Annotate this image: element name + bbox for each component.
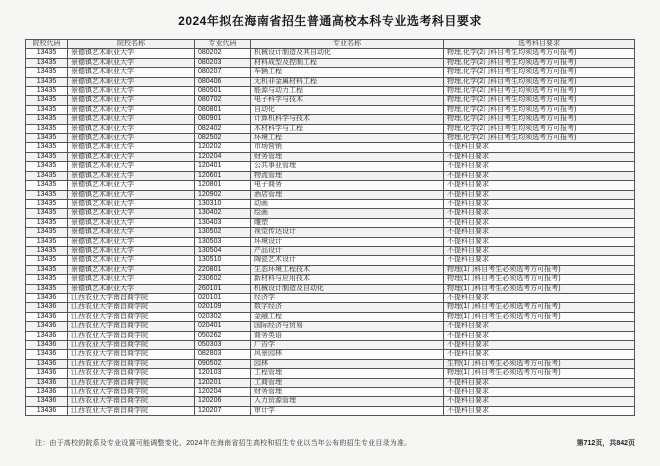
table-row [26, 369, 635, 378]
table-row [26, 350, 635, 359]
cell-college-name: 景德镇艺术职业大学 [68, 96, 195, 105]
cell-subject-requirement: 不提科目要求 [444, 209, 635, 218]
cell-subject-requirement: 不提科目要求 [444, 246, 635, 255]
cell-major-code: 082502 [195, 134, 251, 143]
cell-subject-requirement: 不提科目要求 [444, 162, 635, 171]
cell-major-name: 环境工程 [251, 134, 444, 143]
cell-college-code: 13435 [26, 256, 68, 265]
table-row [26, 162, 635, 171]
cell-college-code: 13436 [26, 303, 68, 312]
cell-major-name: 能源与动力工程 [251, 87, 444, 96]
cell-major-code: 120601 [195, 171, 251, 180]
cell-major-name: 市场营销 [251, 143, 444, 152]
cell-major-code: 120201 [195, 378, 251, 387]
cell-major-name: 雕塑 [251, 218, 444, 227]
cell-college-code: 13436 [26, 350, 68, 359]
cell-college-name: 江西农业大学南昌商学院 [68, 293, 195, 302]
cell-major-name: 陶瓷艺术设计 [251, 256, 444, 265]
cell-major-code: 130502 [195, 228, 251, 237]
cell-major-code: 130510 [195, 256, 251, 265]
table-row [26, 303, 635, 312]
table-row [26, 284, 635, 293]
cell-college-name: 景德镇艺术职业大学 [68, 209, 195, 218]
cell-subject-requirement: 不提科目要求 [444, 181, 635, 190]
cell-subject-requirement: 不提科目要求 [444, 322, 635, 331]
cell-major-code: 120801 [195, 181, 251, 190]
header-row [26, 40, 635, 49]
cell-college-code: 13435 [26, 115, 68, 124]
cell-subject-requirement: 物理(1门科目考生必须选考方可报考) [444, 265, 635, 274]
cell-major-name: 酒店管理 [251, 190, 444, 199]
cell-major-code: 080203 [195, 58, 251, 67]
cell-college-name: 江西农业大学南昌商学院 [68, 359, 195, 368]
cell-subject-requirement: 物理,化学(2门科目考生均须选考方可报考) [444, 87, 635, 96]
table-row [26, 406, 635, 415]
table-row [26, 275, 635, 284]
cell-college-code: 13435 [26, 77, 68, 86]
table-row [26, 246, 635, 255]
cell-college-code: 13436 [26, 293, 68, 302]
cell-subject-requirement: 物理,化学(2门科目考生均须选考方可报考) [444, 96, 635, 105]
cell-college-name: 景德镇艺术职业大学 [68, 275, 195, 284]
cell-college-name: 景德镇艺术职业大学 [68, 265, 195, 274]
cell-subject-requirement: 物理(1门科目考生必须选考方可报考) [444, 369, 635, 378]
cell-subject-requirement: 不提科目要求 [444, 199, 635, 208]
cell-subject-requirement: 不提科目要求 [444, 143, 635, 152]
column-header: 专业代码 [195, 40, 251, 49]
cell-college-name: 江西农业大学南昌商学院 [68, 322, 195, 331]
cell-college-code: 13435 [26, 134, 68, 143]
cell-major-name: 国际经济与贸易 [251, 322, 444, 331]
cell-major-code: 120204 [195, 388, 251, 397]
cell-major-name: 产品设计 [251, 246, 444, 255]
cell-major-code: 080406 [195, 77, 251, 86]
cell-college-name: 景德镇艺术职业大学 [68, 181, 195, 190]
cell-college-name: 江西农业大学南昌商学院 [68, 397, 195, 406]
cell-college-name: 江西农业大学南昌商学院 [68, 369, 195, 378]
table-row [26, 49, 635, 58]
cell-college-code: 13435 [26, 58, 68, 67]
cell-college-code: 13435 [26, 228, 68, 237]
cell-college-code: 13436 [26, 378, 68, 387]
cell-college-name: 景德镇艺术职业大学 [68, 237, 195, 246]
cell-major-code: 080207 [195, 68, 251, 77]
table-row [26, 199, 635, 208]
table-row [26, 77, 635, 86]
cell-major-code: 080202 [195, 49, 251, 58]
cell-subject-requirement: 物理,化学(2门科目考生均须选考方可报考) [444, 49, 635, 58]
cell-college-name: 江西农业大学南昌商学院 [68, 312, 195, 321]
cell-college-name: 景德镇艺术职业大学 [68, 218, 195, 227]
cell-major-code: 082803 [195, 350, 251, 359]
cell-subject-requirement: 物理,化学(2门科目考生均须选考方可报考) [444, 134, 635, 143]
cell-college-code: 13435 [26, 96, 68, 105]
cell-major-code: 120207 [195, 406, 251, 415]
cell-college-code: 13435 [26, 199, 68, 208]
cell-subject-requirement: 物理,化学(2门科目考生均须选考方可报考) [444, 105, 635, 114]
cell-college-name: 景德镇艺术职业大学 [68, 87, 195, 96]
cell-college-code: 13435 [26, 162, 68, 171]
column-header: 院校名称 [68, 40, 195, 49]
cell-major-name: 车辆工程 [251, 68, 444, 77]
table-row [26, 190, 635, 199]
cell-major-name: 公共事业管理 [251, 162, 444, 171]
cell-college-code: 13435 [26, 275, 68, 284]
cell-subject-requirement: 不提科目要求 [444, 237, 635, 246]
cell-subject-requirement: 不提科目要求 [444, 378, 635, 387]
cell-major-name: 园林 [251, 359, 444, 368]
table-row [26, 105, 635, 114]
cell-college-name: 江西农业大学南昌商学院 [68, 350, 195, 359]
cell-college-code: 13435 [26, 237, 68, 246]
cell-college-code: 13436 [26, 359, 68, 368]
cell-major-name: 数字经济 [251, 303, 444, 312]
cell-major-code: 120902 [195, 190, 251, 199]
cell-major-name: 生态环境工程技术 [251, 265, 444, 274]
table-row [26, 312, 635, 321]
cell-major-code: 130504 [195, 246, 251, 255]
cell-college-name: 景德镇艺术职业大学 [68, 134, 195, 143]
table-row [26, 331, 635, 340]
cell-college-code: 13436 [26, 331, 68, 340]
cell-subject-requirement: 不提科目要求 [444, 152, 635, 161]
cell-college-name: 江西农业大学南昌商学院 [68, 378, 195, 387]
cell-college-code: 13435 [26, 246, 68, 255]
cell-subject-requirement: 不提科目要求 [444, 388, 635, 397]
cell-major-code: 130403 [195, 218, 251, 227]
cell-college-name: 景德镇艺术职业大学 [68, 228, 195, 237]
column-header: 院校代码 [26, 40, 68, 49]
cell-subject-requirement: 生物(1门科目考生必须选考方可报考) [444, 359, 635, 368]
cell-college-name: 景德镇艺术职业大学 [68, 115, 195, 124]
cell-college-code: 13435 [26, 143, 68, 152]
cell-major-name: 木材科学与工程 [251, 124, 444, 133]
cell-major-name: 无机非金属材料工程 [251, 77, 444, 86]
table-row [26, 124, 635, 133]
table-row [26, 322, 635, 331]
cell-major-name: 自动化 [251, 105, 444, 114]
cell-college-code: 13435 [26, 218, 68, 227]
cell-major-code: 020109 [195, 303, 251, 312]
table-row [26, 218, 635, 227]
cell-college-name: 景德镇艺术职业大学 [68, 77, 195, 86]
table-row [26, 115, 635, 124]
cell-college-code: 13435 [26, 190, 68, 199]
cell-subject-requirement: 不提科目要求 [444, 218, 635, 227]
page-indicator: 第712页，共842页 [576, 440, 635, 447]
cell-major-name: 财务管理 [251, 388, 444, 397]
cell-major-name: 材料成型及控制工程 [251, 58, 444, 67]
cell-subject-requirement: 不提科目要求 [444, 350, 635, 359]
cell-college-name: 景德镇艺术职业大学 [68, 58, 195, 67]
cell-major-name: 机械设计制造及其自动化 [251, 49, 444, 58]
cell-major-code: 220801 [195, 265, 251, 274]
page-footer [0, 438, 660, 448]
requirements-table [25, 39, 635, 416]
cell-college-name: 景德镇艺术职业大学 [68, 246, 195, 255]
cell-major-name: 绘画 [251, 209, 444, 218]
cell-college-code: 13435 [26, 152, 68, 161]
cell-college-name: 景德镇艺术职业大学 [68, 256, 195, 265]
cell-major-name: 计算机科学与技术 [251, 115, 444, 124]
table-row [26, 209, 635, 218]
cell-college-name: 景德镇艺术职业大学 [68, 68, 195, 77]
cell-major-name: 风景园林 [251, 350, 444, 359]
table-row [26, 359, 635, 368]
table-row [26, 96, 635, 105]
table-header [26, 40, 635, 49]
table-row [26, 87, 635, 96]
cell-major-name: 金融工程 [251, 312, 444, 321]
cell-subject-requirement: 不提科目要求 [444, 293, 635, 302]
cell-subject-requirement: 物理(1门科目考生必须选考方可报考) [444, 303, 635, 312]
cell-major-name: 机械设计制造及自动化 [251, 284, 444, 293]
cell-college-name: 景德镇艺术职业大学 [68, 105, 195, 114]
cell-major-name: 电子商务 [251, 181, 444, 190]
cell-college-name: 景德镇艺术职业大学 [68, 143, 195, 152]
cell-major-code: 120202 [195, 143, 251, 152]
cell-college-name: 景德镇艺术职业大学 [68, 124, 195, 133]
cell-major-code: 130310 [195, 199, 251, 208]
cell-college-code: 13436 [26, 397, 68, 406]
cell-major-name: 经济学 [251, 293, 444, 302]
cell-college-code: 13436 [26, 322, 68, 331]
cell-major-name: 工商管理 [251, 378, 444, 387]
cell-major-code: 080801 [195, 105, 251, 114]
table-row [26, 378, 635, 387]
cell-major-name: 广告学 [251, 341, 444, 350]
cell-college-code: 13435 [26, 49, 68, 58]
cell-major-code: 090502 [195, 359, 251, 368]
cell-subject-requirement: 物理(1门科目考生必须选考方可报考) [444, 284, 635, 293]
cell-subject-requirement: 不提科目要求 [444, 256, 635, 265]
cell-major-name: 人力资源管理 [251, 397, 444, 406]
cell-major-code: 080702 [195, 96, 251, 105]
cell-subject-requirement: 物理(1门科目考生必须选考方可报考) [444, 312, 635, 321]
table-row [26, 265, 635, 274]
cell-college-code: 13436 [26, 341, 68, 350]
cell-major-name: 物流管理 [251, 171, 444, 180]
table-row [26, 181, 635, 190]
table-row [26, 237, 635, 246]
table-body [26, 49, 635, 416]
cell-college-name: 江西农业大学南昌商学院 [68, 406, 195, 415]
cell-college-name: 景德镇艺术职业大学 [68, 171, 195, 180]
cell-major-code: 120401 [195, 162, 251, 171]
cell-college-code: 13435 [26, 87, 68, 96]
cell-major-code: 020401 [195, 322, 251, 331]
table-row [26, 68, 635, 77]
table-row [26, 134, 635, 143]
cell-subject-requirement: 物理,化学(2门科目考生均须选考方可报考) [444, 115, 635, 124]
cell-subject-requirement: 不提科目要求 [444, 190, 635, 199]
table-row [26, 293, 635, 302]
cell-college-name: 江西农业大学南昌商学院 [68, 341, 195, 350]
cell-college-code: 13436 [26, 369, 68, 378]
cell-major-code: 120103 [195, 369, 251, 378]
cell-major-name: 工程管理 [251, 369, 444, 378]
cell-major-code: 120204 [195, 152, 251, 161]
cell-major-code: 020302 [195, 312, 251, 321]
cell-major-code: 130503 [195, 237, 251, 246]
cell-college-code: 13435 [26, 171, 68, 180]
cell-college-code: 13435 [26, 181, 68, 190]
cell-college-code: 13435 [26, 284, 68, 293]
cell-major-code: 020101 [195, 293, 251, 302]
cell-major-code: 050262 [195, 331, 251, 340]
cell-subject-requirement: 不提科目要求 [444, 228, 635, 237]
column-header: 专业名称 [251, 40, 444, 49]
cell-college-name: 景德镇艺术职业大学 [68, 49, 195, 58]
table-row [26, 58, 635, 67]
cell-subject-requirement: 不提科目要求 [444, 331, 635, 340]
cell-college-name: 景德镇艺术职业大学 [68, 152, 195, 161]
cell-major-name: 视觉传达设计 [251, 228, 444, 237]
table-row [26, 256, 635, 265]
cell-college-code: 13435 [26, 124, 68, 133]
cell-subject-requirement: 不提科目要求 [444, 341, 635, 350]
table-row [26, 143, 635, 152]
cell-college-name: 景德镇艺术职业大学 [68, 199, 195, 208]
cell-major-name: 动画 [251, 199, 444, 208]
cell-major-code: 120206 [195, 397, 251, 406]
cell-college-name: 江西农业大学南昌商学院 [68, 303, 195, 312]
cell-college-code: 13436 [26, 388, 68, 397]
table-row [26, 341, 635, 350]
cell-subject-requirement: 不提科目要求 [444, 397, 635, 406]
footer-note: 注：由于高校的院系及专业设置可能调整变化，2024年在海南省招生高校和招生专业以当年公布的招生专业目录为准。 [35, 440, 412, 447]
cell-major-name: 商务英语 [251, 331, 444, 340]
page-title: 2024年拟在海南省招生普通高校本科专业选考科目要求 [178, 14, 482, 28]
cell-college-code: 13436 [26, 312, 68, 321]
cell-college-code: 13436 [26, 406, 68, 415]
cell-college-name: 江西农业大学南昌商学院 [68, 331, 195, 340]
table-row [26, 152, 635, 161]
cell-major-code: 260101 [195, 284, 251, 293]
table-row [26, 397, 635, 406]
cell-subject-requirement: 物理,化学(2门科目考生均须选考方可报考) [444, 58, 635, 67]
cell-college-name: 景德镇艺术职业大学 [68, 190, 195, 199]
cell-subject-requirement: 不提科目要求 [444, 171, 635, 180]
cell-subject-requirement: 物理,化学(2门科目考生均须选考方可报考) [444, 68, 635, 77]
cell-college-name: 江西农业大学南昌商学院 [68, 388, 195, 397]
cell-subject-requirement: 物理,化学(2门科目考生均须选考方可报考) [444, 77, 635, 86]
cell-major-name: 电子科学与技术 [251, 96, 444, 105]
cell-subject-requirement: 不提科目要求 [444, 406, 635, 415]
cell-major-code: 080901 [195, 115, 251, 124]
cell-college-code: 13435 [26, 209, 68, 218]
cell-college-code: 13435 [26, 68, 68, 77]
cell-subject-requirement: 物理(1门科目考生必须选考方可报考) [444, 275, 635, 284]
cell-major-code: 050303 [195, 341, 251, 350]
cell-college-code: 13435 [26, 105, 68, 114]
table-row [26, 171, 635, 180]
table-row [26, 228, 635, 237]
cell-college-name: 景德镇艺术职业大学 [68, 162, 195, 171]
cell-major-name: 新材料与应用技术 [251, 275, 444, 284]
table-row [26, 388, 635, 397]
column-header: 选考科目要求 [444, 40, 635, 49]
cell-major-code: 130402 [195, 209, 251, 218]
cell-major-name: 环境设计 [251, 237, 444, 246]
cell-college-code: 13435 [26, 265, 68, 274]
cell-college-name: 景德镇艺术职业大学 [68, 284, 195, 293]
cell-major-code: 080501 [195, 87, 251, 96]
cell-major-name: 财务管理 [251, 152, 444, 161]
cell-major-name: 审计学 [251, 406, 444, 415]
cell-major-code: 082402 [195, 124, 251, 133]
cell-major-code: 230602 [195, 275, 251, 284]
cell-subject-requirement: 物理,化学(2门科目考生均须选考方可报考) [444, 124, 635, 133]
